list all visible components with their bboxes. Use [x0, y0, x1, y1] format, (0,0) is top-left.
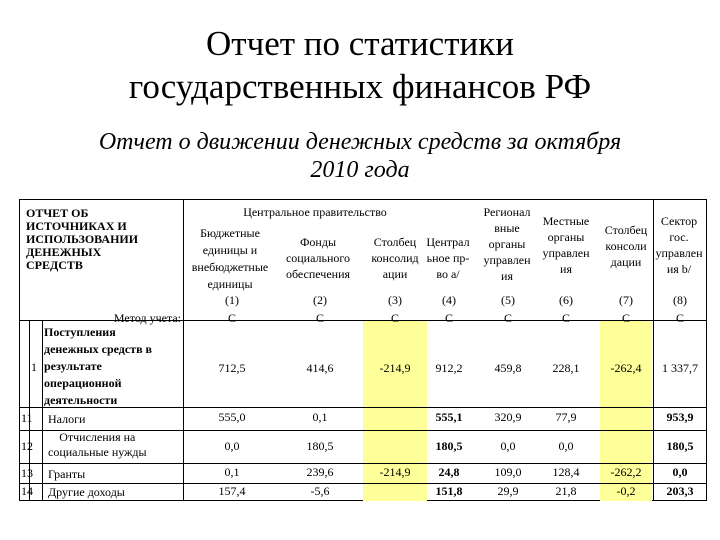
table-rule: [20, 407, 706, 408]
row-number: 12: [21, 439, 33, 453]
cell: 24,8: [438, 465, 460, 479]
col-method: C: [444, 311, 453, 325]
cell: 239,6: [306, 465, 334, 479]
col-number: (7): [619, 293, 633, 307]
col-method: C: [621, 311, 630, 325]
col-method: C: [315, 311, 324, 325]
col3-header: Столбец консолид ации: [371, 235, 419, 281]
table-rule: [42, 321, 43, 500]
cash-flow-table: [19, 199, 707, 501]
row-number: 14: [21, 484, 33, 498]
central-gov-header: Центральное правительство: [243, 205, 387, 219]
row-label: Поступления денежных средств в результате операционной деятельности: [44, 325, 153, 407]
col-number: (1): [225, 293, 239, 307]
cell: 228,1: [552, 361, 580, 375]
cell: 0,0: [500, 439, 516, 453]
cell: 712,5: [218, 361, 246, 375]
cell: 0,1: [312, 410, 328, 424]
cell: -214,9: [379, 465, 411, 479]
cell: 151,8: [435, 484, 463, 498]
cell: 912,2: [435, 361, 463, 375]
table-rule: [20, 463, 706, 464]
cell: 157,4: [218, 484, 246, 498]
col-method: C: [227, 311, 236, 325]
col-number: (6): [559, 293, 573, 307]
title-line-1: Отчет по статистики: [206, 24, 514, 63]
title-line-2: государственных финансов РФ: [128, 67, 592, 106]
col7-header: Столбец консоли дации: [604, 223, 648, 269]
row-number: 1: [31, 360, 37, 374]
col6-header: Местные органы управлен ия: [542, 214, 590, 276]
cell: 953,9: [666, 410, 694, 424]
col1-header: Бюджетные единицы и внебюджетные единицы: [191, 226, 269, 291]
col-number: (4): [442, 293, 456, 307]
cell: -214,9: [379, 361, 411, 375]
col-method: C: [561, 311, 570, 325]
row-number: 13: [21, 466, 33, 480]
cell: 180,5: [666, 439, 694, 453]
report-name: ОТЧЕТ ОБ ИСТОЧНИКАХ И ИСПОЛЬЗОВАНИИ ДЕНЕЖНЫХ СРЕДСТВ: [26, 206, 139, 272]
cell: 555,1: [435, 410, 463, 424]
cell: 0,0: [672, 465, 688, 479]
col-number: (3): [388, 293, 402, 307]
cell: 180,5: [435, 439, 463, 453]
cell: 128,4: [552, 465, 580, 479]
col-method: C: [390, 311, 399, 325]
cell: 1 337,7: [662, 361, 698, 375]
cell: 555,0: [218, 410, 246, 424]
cell: 320,9: [494, 410, 522, 424]
row-label: Гранты: [48, 467, 86, 481]
method-label: Метод учета:: [113, 311, 181, 325]
col-method: C: [503, 311, 512, 325]
cell: 21,8: [555, 484, 577, 498]
page-title: [0, 22, 720, 108]
cell: -0,2: [616, 484, 636, 498]
col-number: (8): [673, 293, 687, 307]
cell: 0,0: [558, 439, 574, 453]
cell: 0,1: [224, 465, 240, 479]
col-number: (2): [313, 293, 327, 307]
col-number: (5): [501, 293, 515, 307]
subtitle-line-2: 2010 года: [310, 157, 410, 183]
cell: -5,6: [310, 484, 330, 498]
cell: 414,6: [306, 361, 334, 375]
cell: 29,9: [497, 484, 519, 498]
cell: 180,5: [306, 439, 334, 453]
row-label: Отчисления на социальные нужды: [48, 430, 147, 459]
cell: 203,3: [666, 484, 694, 498]
row-label: Налоги: [48, 412, 86, 426]
cell: -262,2: [610, 465, 642, 479]
col5-header: Регионал вные органы управлен ия: [483, 205, 531, 283]
col8-header: Сектор гос. управлен ия b/: [655, 214, 703, 276]
cell: -262,4: [610, 361, 642, 375]
page-subtitle: [0, 128, 720, 184]
subtitle-line-1: Отчет о движении денежных средств за октября: [98, 129, 622, 155]
cell: 109,0: [494, 465, 522, 479]
col2-header: Фонды социального обеспечения: [285, 235, 351, 281]
cell: 459,8: [494, 361, 522, 375]
cell: 0,0: [224, 439, 240, 453]
col-method: C: [675, 311, 684, 325]
col4-header: Централ ьное пр- во a/: [426, 235, 470, 281]
cell: 77,9: [555, 410, 577, 424]
table-rule: [20, 483, 706, 484]
row-label: Другие доходы: [48, 485, 125, 499]
row-number: 11: [21, 411, 33, 425]
